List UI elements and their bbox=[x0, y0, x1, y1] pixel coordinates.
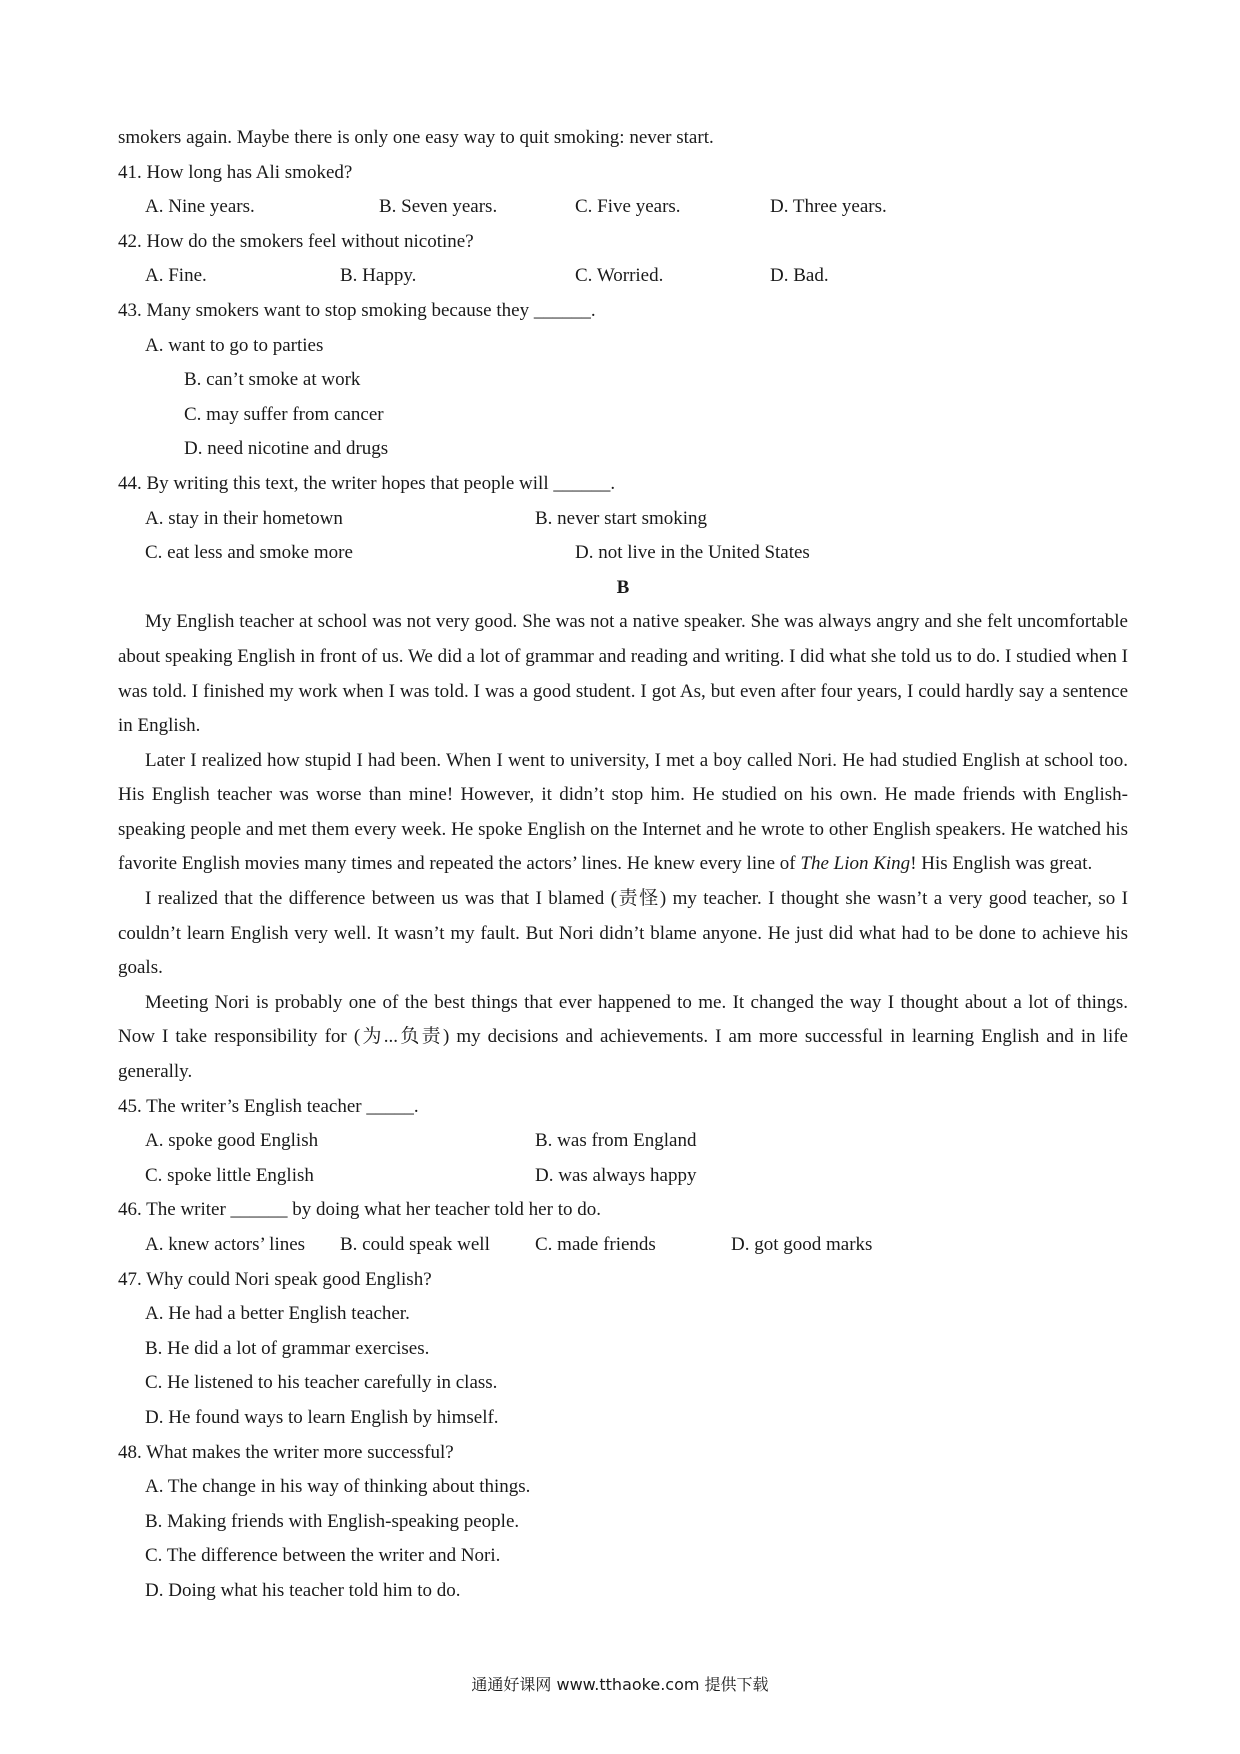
question-45-stem: 45. The writer’s English teacher _____. bbox=[118, 1095, 419, 1117]
q41-option-c: C. Five years. bbox=[575, 196, 681, 218]
q41-option-a: A. Nine years. bbox=[145, 196, 255, 218]
question-45-options-row2 bbox=[118, 1159, 1128, 1194]
movie-title: The Lion King bbox=[800, 853, 911, 875]
q43-option-d: D. need nicotine and drugs bbox=[184, 438, 389, 460]
q42-option-a: A. Fine. bbox=[145, 265, 207, 287]
q42-option-c: C. Worried. bbox=[575, 265, 664, 287]
q45-option-c: C. spoke little English bbox=[145, 1164, 314, 1186]
q48-option-d: D. Doing what his teacher told him to do. bbox=[145, 1579, 461, 1601]
question-43-stem: 43. Many smokers want to stop smoking because they ______. bbox=[118, 299, 596, 321]
q42-option-b: B. Happy. bbox=[340, 265, 417, 287]
question-44-options-row1 bbox=[118, 502, 1128, 537]
q46-option-d: D. got good marks bbox=[731, 1234, 873, 1255]
q48-option-b: B. Making friends with English-speaking people. bbox=[145, 1510, 520, 1532]
q45-option-b: B. was from England bbox=[535, 1130, 697, 1152]
question-47-stem: 47. Why could Nori speak good English? bbox=[118, 1268, 432, 1290]
question-44-stem: 44. By writing this text, the writer hopes that people will ______. bbox=[118, 472, 616, 494]
q44-option-b: B. never start smoking bbox=[535, 507, 708, 529]
q41-option-d: D. Three years. bbox=[770, 196, 887, 218]
q47-option-b: B. He did a lot of grammar exercises. bbox=[145, 1337, 430, 1359]
passage-paragraph-3: I realized that the difference between us was that I blamed (责怪) my teacher. I thought she wasn’t a very good teacher, so I couldn’t learn English very well. It wasn’t my fault. But Nori didn’t blame anyone. He just did what had to be done to achieve his goals. bbox=[118, 888, 1128, 979]
question-48-stem: 48. What makes the writer more successful? bbox=[118, 1441, 454, 1463]
q45-option-a: A. spoke good English bbox=[145, 1130, 319, 1152]
q46-option-b: B. could speak well bbox=[340, 1234, 490, 1255]
q41-option-b: B. Seven years. bbox=[379, 196, 498, 218]
q42-option-d: D. Bad. bbox=[770, 265, 829, 287]
q44-option-a: A. stay in their hometown bbox=[145, 507, 343, 529]
question-45-options-row1 bbox=[118, 1124, 1128, 1159]
q43-option-a: A. want to go to parties bbox=[145, 334, 324, 356]
lead-line: smokers again. Maybe there is only one easy way to quit smoking: never start. bbox=[118, 127, 714, 148]
passage-paragraph-1: My English teacher at school was not very good. She was not a native speaker. She was always angry and she felt uncomfortable about speaking English in front of us. We did a lot of grammar and reading and writing. I did what she told us to do. I studied when I was told. I finished my work when I was told. I was a good student. I got As, but even after four years, I could hardly say a sentence in English. bbox=[118, 611, 1128, 737]
question-44-options-row2 bbox=[118, 536, 1128, 571]
passage-paragraph-2 bbox=[118, 744, 1128, 882]
q43-option-b: B. can’t smoke at work bbox=[184, 369, 361, 391]
q46-option-a: A. knew actors’ lines bbox=[145, 1234, 306, 1255]
q48-option-a: A. The change in his way of thinking about things. bbox=[145, 1476, 531, 1498]
passage-p2-after: ! His English was great. bbox=[910, 853, 1093, 875]
page-content bbox=[118, 121, 1128, 1609]
q44-option-c: C. eat less and smoke more bbox=[145, 542, 353, 564]
passage-paragraph-4: Meeting Nori is probably one of the best things that ever happened to me. It changed the way I thought about a lot of things. Now I take responsibility for (为...负责) my decisions and achievements. I am more successful in learning English and in life generally. bbox=[118, 991, 1128, 1083]
q47-option-d: D. He found ways to learn English by himself. bbox=[145, 1406, 499, 1428]
q44-option-d: D. not live in the United States bbox=[575, 542, 810, 564]
q46-option-c: C. made friends bbox=[535, 1234, 656, 1255]
q47-option-c: C. He listened to his teacher carefully in class. bbox=[145, 1372, 498, 1394]
passage-p2-before: Later I realized how stupid I had been. When I went to university, I met a boy called Nori. He had studied English at school too. His English teacher was worse than mine! However, it didn’t stop him. He studied on his own. He made friends with English-speaking people and met them every week. He spoke English on the Internet and he wrote to other English speakers. He watched his favorite English movies many times and repeated the actors’ lines. He knew every line of bbox=[118, 749, 1128, 875]
q47-option-a: A. He had a better English teacher. bbox=[145, 1303, 410, 1325]
q45-option-d: D. was always happy bbox=[535, 1164, 697, 1186]
q48-option-c: C. The difference between the writer and Nori. bbox=[145, 1545, 501, 1567]
question-42-stem: 42. How do the smokers feel without nicotine? bbox=[118, 230, 474, 252]
q43-option-c: C. may suffer from cancer bbox=[184, 403, 384, 425]
question-42-options bbox=[118, 259, 1128, 294]
question-46-options bbox=[118, 1228, 1128, 1263]
question-46-stem: 46. The writer ______ by doing what her teacher told her to do. bbox=[118, 1199, 601, 1221]
section-b-heading: B bbox=[616, 576, 630, 598]
question-41-stem: 41. How long has Ali smoked? bbox=[118, 161, 353, 183]
page-footer: 通通好课网 www.tthaoke.com 提供下载 bbox=[471, 1675, 769, 1694]
question-41-options bbox=[118, 190, 1128, 225]
